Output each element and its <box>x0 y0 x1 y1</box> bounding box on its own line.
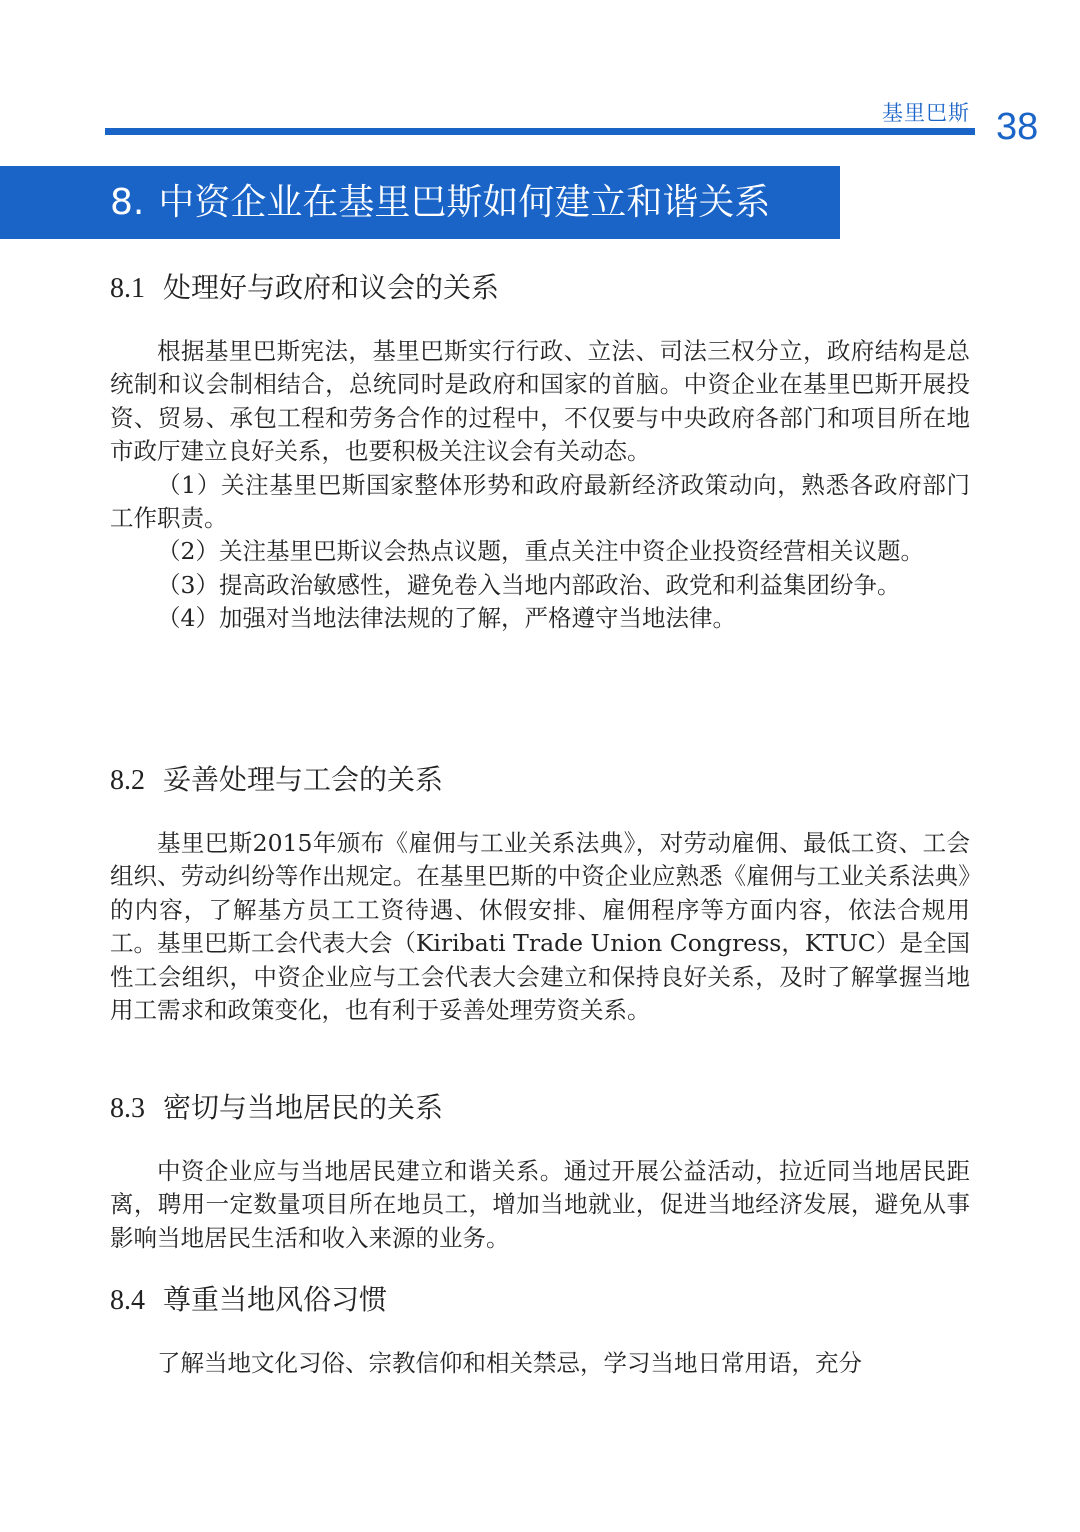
section-number: 8.2 <box>110 765 145 796</box>
chapter-number: 8. <box>110 182 145 223</box>
section-number: 8.3 <box>110 1093 145 1124</box>
list-item: （2）关注基里巴斯议会热点议题，重点关注中资企业投资经营相关议题。 <box>157 537 924 566</box>
list-item: （3）提高政治敏感性，避免卷入当地内部政治、政党和利益集团纷争。 <box>157 570 901 599</box>
chapter-banner <box>0 166 840 239</box>
section-number: 8.4 <box>110 1285 145 1316</box>
section-body-8-3 <box>110 1155 970 1255</box>
section-title: 处理好与政府和议会的关系 <box>163 271 500 304</box>
chapter-title: 中资企业在基里巴斯如何建立和谐关系 <box>158 182 771 223</box>
section-number: 8.1 <box>110 273 145 304</box>
paragraph: 中资企业应与当地居民建立和谐关系。通过开展公益活动，拉近同当地居民距离，聘用一定数量项目所在地员工，增加当地就业，促进当地经济发展，避免从事影响当地居民生活和收入来源的业务。 <box>110 1157 970 1252</box>
list-item: （4）加强对当地法律法规的了解，严格遵守当地法律。 <box>157 604 736 633</box>
paragraph: 根据基里巴斯宪法，基里巴斯实行行政、立法、司法三权分立，政府结构是总统制和议会制相结合，总统同时是政府和国家的首脑。中资企业在基里巴斯开展投资、贸易、承包工程和劳务合作的过程中，不仅要与中央政府各部门和项目所在地市政厅建立良好关系，也要积极关注议会有关动态。 <box>110 337 970 466</box>
section-heading-8-1 <box>110 271 500 304</box>
section-heading-8-3 <box>110 1091 444 1124</box>
section-heading-8-4 <box>110 1283 388 1316</box>
page-number: 38 <box>996 106 1039 148</box>
paragraph: 了解当地文化习俗、宗教信仰和相关禁忌，学习当地日常用语，充分 <box>157 1349 862 1377</box>
list-item: （1）关注基里巴斯国家整体形势和政府最新经济政策动向，熟悉各政府部门工作职责。 <box>110 470 970 533</box>
header-rule <box>105 128 975 135</box>
section-title: 妥善处理与工会的关系 <box>163 763 444 796</box>
section-title: 尊重当地风俗习惯 <box>163 1283 388 1316</box>
section-body-8-4 <box>110 1347 970 1380</box>
section-title: 密切与当地居民的关系 <box>163 1091 444 1124</box>
section-body-8-2 <box>110 827 970 1027</box>
paragraph: 基里巴斯2015年颁布《雇佣与工业关系法典》，对劳动雇佣、最低工资、工会组织、劳动纠纷等作出规定。在基里巴斯的中资企业应熟悉《雇佣与工业关系法典》的内容，了解基方员工工资待遇、休假安排、雇佣程序等方面内容，依法合规用工。基里巴斯工会代表大会（Kiribati Trade Union Congress，KTUC）是全国性工会组织，中资企业应与工会代表大会建立和保持良好关系，及时了解掌握当地用工需求和政策变化，也有利于妥善处理劳资关系。 <box>110 829 970 1025</box>
section-body-8-1 <box>110 335 970 636</box>
section-heading-8-2 <box>110 763 444 796</box>
running-header-country: 基里巴斯 <box>882 101 970 125</box>
